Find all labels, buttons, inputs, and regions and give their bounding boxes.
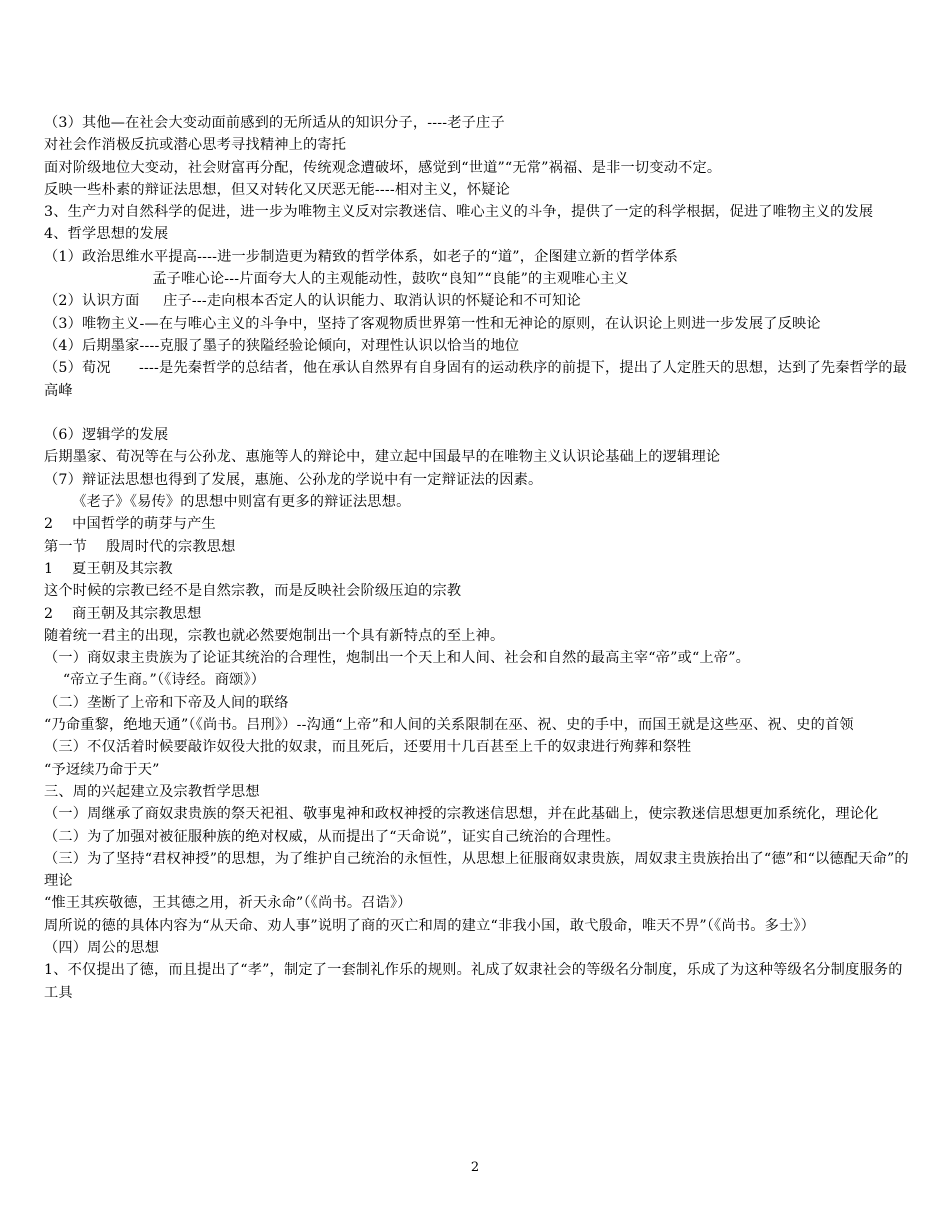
text-line: （4）后期墨家----克服了墨子的狭隘经验论倾向，对理性认识以恰当的地位 (44, 337, 520, 354)
subsection-heading: 2 商王朝及其宗教思想 (44, 605, 202, 622)
text-line: “乃命重黎，绝地天通”（《尚书。吕刑》）--沟通“上帝”和人间的关系限制在巫、祝、史的手中，而国王就是这些巫、祝、史的首领 (44, 717, 854, 734)
text-line: （一）周继承了商奴隶贵族的祭天祀祖、敬事鬼神和政权神授的宗教迷信思想，并在此基础上，使宗教迷信思想更加系统化，理论化 (44, 806, 879, 823)
text-line: 《老子》《易传》的思想中则富有更多的辩证法思想。 (44, 494, 411, 511)
text-line: （3）其他—在社会大变动面前感到的无所适从的知识分子，----老子庄子 (44, 115, 505, 131)
text-line: （2）认识方面 庄子---走向根本否定人的认识能力、取消认识的怀疑论和不可知论 (44, 293, 581, 310)
quote-line: “帝立子生商。”（《诗经。商颂》） (44, 672, 266, 689)
text-line: 这个时候的宗教已经不是自然宗教，而是反映社会阶级压迫的宗教 (44, 583, 462, 600)
page-number: 2 (470, 1160, 480, 1175)
text-line: 面对阶级地位大变动，社会财富再分配，传统观念遭破坏，感觉到“世道”“无常”祸福、是非一切变动不定。 (44, 159, 722, 176)
chapter-heading: 2 中国哲学的萌芽与产生 (44, 516, 216, 533)
text-line: （一）商奴隶主贵族为了论证其统治的合理性，炮制出一个天上和人间、社会和自然的最高主宰“帝”或“上帝”。 (44, 650, 751, 667)
blank-line (44, 402, 914, 424)
subsection-heading: 三、周的兴起建立及宗教哲学思想 (44, 783, 260, 800)
text-line: （四）周公的思想 (44, 939, 160, 956)
text-line: （6）逻辑学的发展 (44, 427, 169, 444)
text-line: （5）荀况 ----是先秦哲学的总结者，他在承认自然界有自身固有的运动秩序的前提下，提出了人定胜天的思想，达到了先秦哲学的最高峰 (44, 360, 908, 399)
document-body (44, 112, 914, 1004)
text-line: （三）为了坚持“君权神授”的思想，为了维护自己统治的永恒性，从思想上征服商奴隶贵族，周奴隶主贵族抬出了“德”和“以德配天命”的理论 (44, 850, 909, 890)
text-line: （7）辩证法思想也得到了发展，惠施、公孙龙的学说中有一定辩证法的因素。 (44, 471, 543, 488)
text-line: （1）政治思维水平提高----进一步制造更为精致的哲学体系，如老子的“道”，企图建立新的哲学体系 (44, 248, 678, 265)
text-line: 周所说的德的具体内容为“从天命、劝人事”说明了商的灭亡和周的建立“非我小国，敢弋殷命，唯天不畀”（《尚书。多士》） (44, 917, 816, 934)
text-line: 3、生产力对自然科学的促进，进一步为唯物主义反对宗教迷信、唯心主义的斗争，提供了一定的科学根据，促进了唯物主义的发展 (44, 204, 874, 221)
text-line: （二）垄断了上帝和下帝及人间的联络 (44, 694, 289, 711)
text-line: 后期墨家、荀况等在与公孙龙、惠施等人的辩论中，建立起中国最早的在唯物主义认识论基础上的逻辑理论 (44, 449, 721, 466)
text-line: （3）唯物主义-—在与唯心主义的斗争中，坚持了客观物质世界第一性和无神论的原则，在认识论上则进一步发展了反映论 (44, 315, 821, 332)
text-line: （二）为了加强对被征服种族的绝对权威，从而提出了“天命说”，证实自己统治的合理性。 (44, 828, 621, 845)
text-line: 1、不仅提出了德，而且提出了“孝”，制定了一套制礼作乐的规则。礼成了奴隶社会的等级名分制度，乐成了为这种等级名分制度服务的工具 (44, 962, 903, 1001)
text-line: 随着统一君主的出现，宗教也就必然要炮制出一个具有新特点的至上神。 (44, 627, 505, 644)
quote-line: “惟王其疾敬德，王其德之用，祈天永命”（《尚书。召诰》） (44, 895, 412, 912)
section-heading: 第一节 殷周时代的宗教思想 (44, 538, 236, 555)
text-line: 孟子唯心论---片面夸大人的主观能动性，鼓吹“良知”“良能”的主观唯心主义 (44, 271, 629, 288)
text-line: 对社会作消极反抗或潜心思考寻找精神上的寄托 (44, 137, 347, 154)
subsection-heading: 1 夏王朝及其宗教 (44, 560, 173, 577)
text-line: 4、哲学思想的发展 (44, 226, 169, 243)
quote-line: “予迓续乃命于天” (44, 761, 160, 778)
text-line: （三）不仅活着时候要敲诈奴役大批的奴隶，而且死后，还要用十几百甚至上千的奴隶进行殉葬和祭牲 (44, 739, 692, 756)
text-line: 反映一些朴素的辩证法思想，但又对转化又厌恶无能----相对主义，怀疑论 (44, 181, 510, 198)
